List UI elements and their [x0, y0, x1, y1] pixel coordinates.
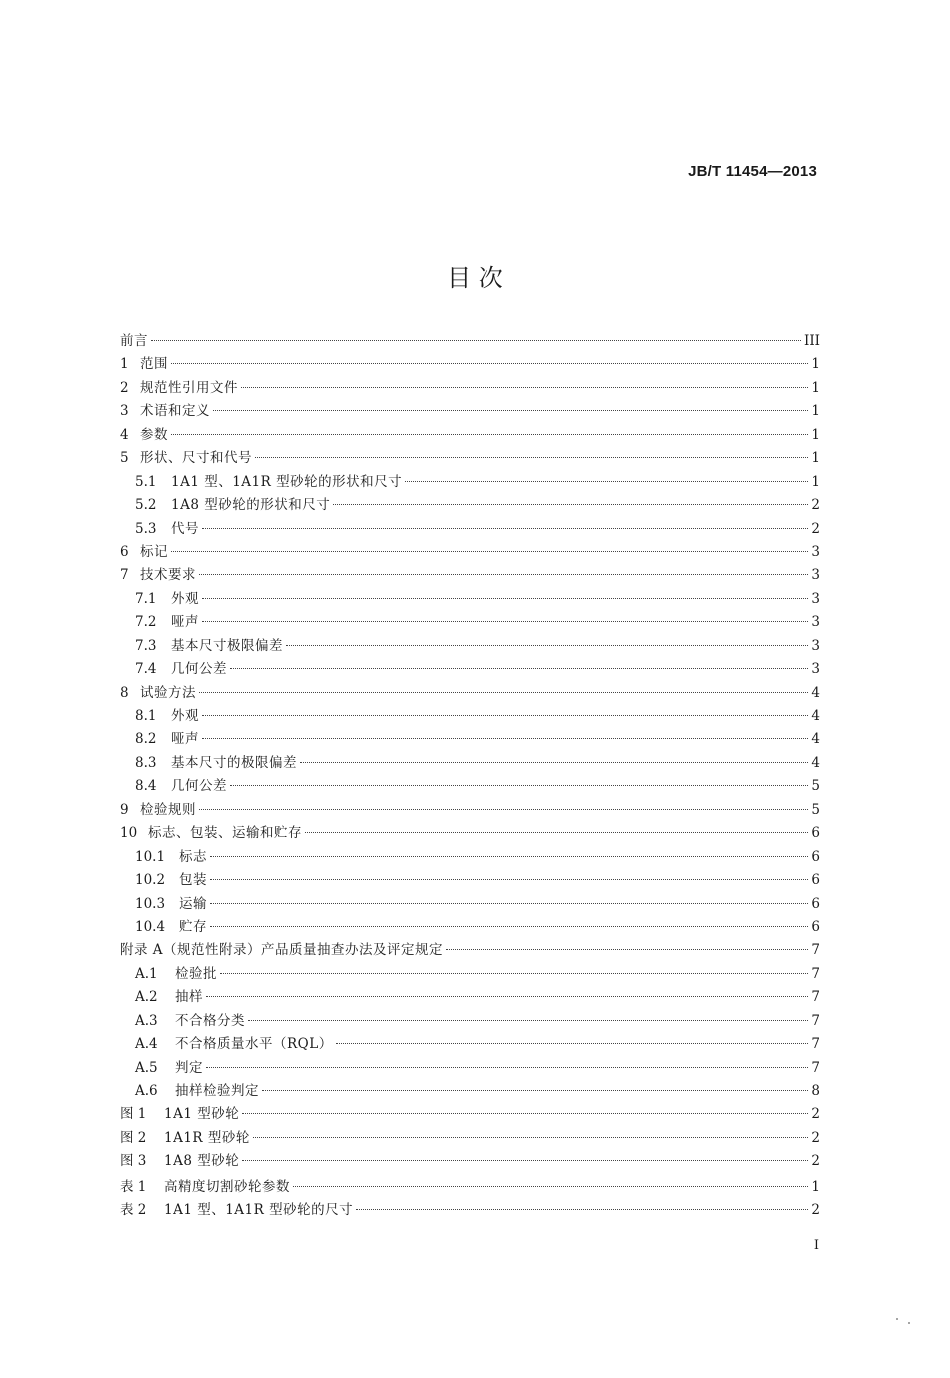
toc-entry-page: 3: [811, 661, 820, 678]
toc-entry-7[interactable]: [120, 564, 820, 587]
toc-entry-5[interactable]: [120, 447, 820, 470]
toc-entry-a-1[interactable]: [120, 963, 820, 986]
toc-entry-7-2[interactable]: [120, 611, 820, 634]
toc-entry-5-3[interactable]: [120, 518, 820, 541]
toc-entry-text: 试验方法: [140, 684, 196, 701]
toc-entry-text: 范围: [140, 356, 168, 373]
toc-entry-page: 1: [811, 403, 820, 420]
toc-entry-10-3[interactable]: [120, 893, 820, 916]
toc-entry-number: 5.2: [135, 497, 157, 514]
toc-entry-text: 包装: [179, 872, 207, 889]
toc-entry-table-2[interactable]: [120, 1199, 820, 1222]
toc-entry-text: 检验规则: [140, 801, 196, 818]
toc-dot-leader: [242, 1160, 808, 1161]
toc-entry-10-1[interactable]: [120, 846, 820, 869]
toc-entry-page: III: [804, 333, 820, 349]
toc-entry-text: 1A8 型砂轮的形状和尺寸: [171, 497, 331, 514]
toc-entry-text: 外观: [171, 590, 199, 607]
toc-entry-number: 8: [120, 684, 129, 701]
toc-entry-page: 5: [811, 801, 820, 818]
toc-entry-page: 8: [811, 1083, 820, 1099]
toc-entry-number: 7: [120, 567, 129, 584]
toc-entry-text: 技术要求: [140, 567, 196, 584]
toc-entry-text: 1A8 型砂轮: [164, 1153, 240, 1170]
toc-dot-leader: [305, 832, 808, 833]
toc-entry-number: 10.1: [135, 848, 166, 865]
toc-entry-page: 7: [811, 942, 820, 959]
toc-entry-figure-1[interactable]: [120, 1103, 820, 1126]
toc-entry-8-3[interactable]: [120, 752, 820, 775]
toc-entry-number: A.6: [135, 1083, 158, 1099]
toc-entry-number: 4: [120, 426, 129, 443]
toc-entry-7-1[interactable]: [120, 588, 820, 611]
toc-entry-a-4[interactable]: [120, 1033, 820, 1056]
toc-entry-text: 标志: [179, 848, 207, 865]
toc-entry-number: 10.3: [135, 895, 166, 912]
toc-entry-number: 10: [120, 825, 138, 842]
toc-dot-leader: [293, 1186, 808, 1187]
toc-dot-leader: [248, 1020, 808, 1021]
toc-dot-leader: [242, 1113, 808, 1114]
toc-entry-text: 哑声: [171, 614, 199, 631]
toc-dot-leader: [171, 363, 808, 364]
toc-entry-number: 图 1: [120, 1106, 147, 1123]
page-number: I: [813, 1238, 819, 1253]
toc-entry-page: 7: [811, 1036, 820, 1053]
toc-entry-page: 1: [811, 356, 820, 373]
toc-entry-text: 标志、包装、运输和贮存: [148, 825, 302, 842]
toc-entry-8-2[interactable]: [120, 728, 820, 751]
toc-dot-leader: [356, 1209, 808, 1210]
toc-entry-figure-2[interactable]: [120, 1127, 820, 1150]
toc-entry-foreword[interactable]: [120, 330, 820, 353]
toc-entry-number: A.4: [135, 1036, 158, 1053]
toc-dot-leader: [300, 762, 808, 763]
toc-entry-number: 1: [120, 356, 129, 373]
toc-entry-text: 几何公差: [171, 778, 227, 795]
toc-entry-text: 标记: [140, 543, 168, 560]
toc-entry-page: 1: [811, 1178, 820, 1195]
toc-entry-page: 3: [811, 614, 820, 631]
toc-dot-leader: [220, 973, 808, 974]
toc-entry-7-4[interactable]: [120, 658, 820, 681]
toc-entry-number: 10.4: [135, 918, 166, 935]
toc-entry-text: 1A1 型、1A1R 型砂轮的尺寸: [164, 1202, 354, 1219]
toc-entry-page: 3: [811, 637, 820, 654]
toc-entry-number: 8.4: [135, 778, 157, 795]
toc-entry-4[interactable]: [120, 424, 820, 447]
toc-dot-leader: [210, 926, 808, 927]
toc-entry-number: 表 1: [120, 1178, 147, 1195]
toc-entry-page: 2: [811, 1129, 820, 1146]
toc-entry-number: 10.2: [135, 872, 166, 889]
toc-entry-page: 3: [811, 590, 820, 607]
toc-entry-6[interactable]: [120, 541, 820, 564]
toc-entry-5-2[interactable]: [120, 494, 820, 517]
toc-entry-text: 基本尺寸极限偏差: [171, 637, 283, 654]
toc-dot-leader: [336, 1043, 809, 1044]
toc-entry-3[interactable]: [120, 400, 820, 423]
toc-entry-page: 2: [811, 520, 820, 537]
toc-dot-leader: [241, 387, 808, 388]
toc-entry-text: 1A1R 型砂轮: [164, 1129, 250, 1146]
toc-dot-leader: [202, 621, 808, 622]
toc-entry-number: 5.3: [135, 520, 157, 537]
toc-dot-leader: [202, 738, 808, 739]
toc-entry-text: 前言: [120, 333, 148, 349]
toc-entry-text: 规范性引用文件: [140, 379, 238, 396]
toc-entry-page: 7: [811, 989, 820, 1006]
toc-dot-leader: [255, 457, 808, 458]
toc-entry-page: 1: [811, 426, 820, 443]
toc-entry-text: 不合格质量水平（RQL）: [175, 1036, 333, 1053]
toc-entry-8[interactable]: [120, 682, 820, 705]
toc-entry-page: 6: [811, 895, 820, 912]
toc-dot-leader: [213, 410, 808, 411]
toc-entry-number: 8.2: [135, 731, 157, 748]
toc-entry-5-1[interactable]: [120, 471, 820, 494]
toc-entry-2[interactable]: [120, 377, 820, 400]
page-title: 目 次: [447, 264, 503, 292]
toc-dot-leader: [230, 668, 808, 669]
toc-entry-page: 4: [811, 684, 820, 701]
toc-entry-number: 7.3: [135, 637, 157, 654]
toc-entry-table-1[interactable]: [120, 1176, 820, 1199]
toc-dot-leader: [202, 528, 808, 529]
toc-entry-page: 7: [811, 965, 820, 982]
toc-dot-leader: [206, 1067, 808, 1068]
toc-entry-text: 哑声: [171, 731, 199, 748]
toc-dot-leader: [333, 504, 808, 505]
toc-entry-text: 术语和定义: [140, 403, 210, 420]
toc-entry-8-4[interactable]: [120, 775, 820, 798]
toc-dot-leader: [202, 598, 808, 599]
toc-dot-leader: [210, 903, 808, 904]
toc-dot-leader: [405, 481, 808, 482]
toc-dot-leader: [199, 574, 808, 575]
toc-entry-page: 6: [811, 872, 820, 889]
toc-entry-page: 6: [811, 825, 820, 842]
toc-entry-text: 运输: [179, 895, 207, 912]
toc-entry-8-1[interactable]: [120, 705, 820, 728]
toc-entry-text: 高精度切割砂轮参数: [164, 1178, 290, 1195]
toc-entry-a-2[interactable]: [120, 986, 820, 1009]
toc-entry-page: 3: [811, 543, 820, 560]
toc-entry-text: 参数: [140, 426, 168, 443]
toc-entry-a-3[interactable]: [120, 1010, 820, 1033]
toc-entry-text: 基本尺寸的极限偏差: [171, 754, 297, 771]
toc-dot-leader: [206, 996, 808, 997]
toc-entry-number: 2: [120, 379, 129, 396]
toc-entry-number: 图 2: [120, 1129, 147, 1146]
toc-entry-page: 1: [811, 450, 820, 467]
toc-entry-number: 5: [120, 450, 129, 467]
toc-entry-page: 2: [811, 1106, 820, 1123]
toc-dot-leader: [446, 949, 808, 950]
toc-entry-text: 检验批: [175, 965, 217, 982]
toc-entry-page: 1: [811, 379, 820, 396]
toc-dot-leader: [171, 551, 808, 552]
toc-entry-text: 不合格分类: [175, 1012, 245, 1029]
toc-dot-leader: [199, 809, 808, 810]
toc-entry-a-5[interactable]: [120, 1057, 820, 1080]
toc-entry-a-6[interactable]: [120, 1080, 820, 1103]
toc-entry-10-2[interactable]: [120, 869, 820, 892]
toc-entry-number: 8.3: [135, 754, 157, 771]
toc-entry-number: 表 2: [120, 1202, 147, 1219]
toc-entry-page: 4: [811, 754, 820, 771]
toc-entry-text: 形状、尺寸和代号: [140, 450, 252, 467]
toc-entry-9[interactable]: [120, 799, 820, 822]
toc-entry-figure-3[interactable]: [120, 1150, 820, 1173]
toc-entry-number: 图 3: [120, 1153, 147, 1170]
toc-dot-leader: [210, 879, 808, 880]
toc-entry-page: 7: [811, 1059, 820, 1076]
toc-entry-annex-a[interactable]: [120, 939, 820, 962]
toc-entry-page: 4: [811, 731, 820, 748]
toc-entry-text: 1A1 型、1A1R 型砂轮的形状和尺寸: [171, 473, 403, 490]
toc-entry-number: 7.2: [135, 614, 157, 631]
toc-entry-text: 外观: [171, 708, 199, 724]
toc-dot-leader: [202, 715, 808, 716]
document-number: JB/T 11454—2013: [688, 163, 817, 180]
toc-entry-text: 代号: [171, 520, 199, 537]
toc-entry-10[interactable]: [120, 822, 820, 845]
scan-speck: [908, 1322, 910, 1324]
toc-entry-page: 2: [811, 1202, 820, 1219]
toc-dot-leader: [210, 856, 808, 857]
toc-dot-leader: [199, 692, 808, 693]
toc-dot-leader: [230, 785, 808, 786]
scan-speck: [896, 1318, 898, 1320]
table-of-contents: [120, 330, 820, 1223]
toc-entry-number: A.1: [135, 965, 158, 982]
toc-entry-10-4[interactable]: [120, 916, 820, 939]
toc-dot-leader: [151, 340, 801, 341]
toc-entry-page: 2: [811, 1153, 820, 1170]
toc-entry-number: 3: [120, 403, 129, 420]
toc-entry-page: 6: [811, 848, 820, 865]
toc-entry-number: 6: [120, 543, 129, 560]
toc-entry-page: 7: [811, 1012, 820, 1029]
toc-entry-text: 1A1 型砂轮: [164, 1106, 240, 1123]
toc-entry-number: 5.1: [135, 473, 157, 490]
toc-entry-number: 7.4: [135, 661, 157, 678]
toc-entry-7-3[interactable]: [120, 635, 820, 658]
toc-entry-text: 抽样: [175, 989, 203, 1006]
toc-entry-page: 1: [811, 473, 820, 490]
toc-entry-page: 4: [811, 708, 820, 724]
toc-entry-text: 几何公差: [171, 661, 227, 678]
toc-entry-text: 抽样检验判定: [175, 1083, 259, 1099]
toc-entry-number: A.2: [135, 989, 158, 1006]
toc-dot-leader: [262, 1090, 808, 1091]
toc-dot-leader: [171, 434, 808, 435]
toc-entry-text: 附录 A（规范性附录）产品质量抽查办法及评定规定: [120, 942, 444, 959]
toc-entry-number: 8.1: [135, 708, 157, 724]
toc-entry-text: 贮存: [179, 918, 207, 935]
toc-dot-leader: [253, 1137, 809, 1138]
toc-entry-page: 5: [811, 778, 820, 795]
toc-entry-number: A.5: [135, 1059, 158, 1076]
toc-entry-number: 7.1: [135, 590, 157, 607]
toc-entry-text: 判定: [175, 1059, 203, 1076]
toc-entry-number: 9: [120, 801, 129, 818]
toc-entry-page: 2: [811, 497, 820, 514]
toc-entry-page: 6: [811, 918, 820, 935]
toc-dot-leader: [286, 645, 808, 646]
toc-entry-number: A.3: [135, 1012, 158, 1029]
toc-entry-1[interactable]: [120, 353, 820, 376]
toc-entry-page: 3: [811, 567, 820, 584]
